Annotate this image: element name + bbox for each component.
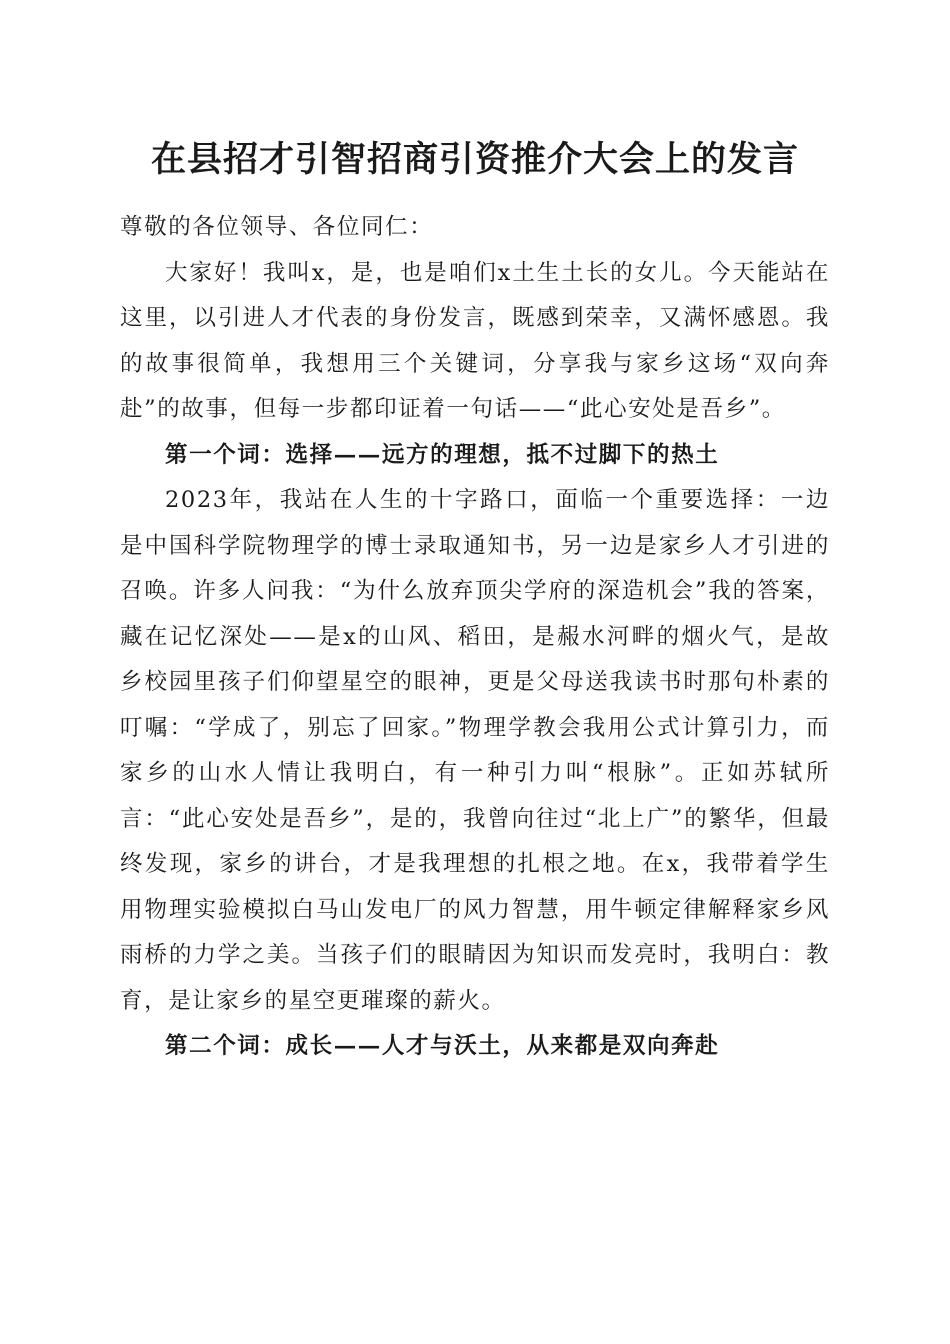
greeting: 尊敬的各位领导、各位同仁： <box>120 214 434 240</box>
section-heading-2: 第二个词：成长——人才与沃土，从来都是双向奔赴 <box>165 1033 720 1059</box>
paragraph-choice: 2023年，我站在人生的十字路口，面临一个重要选择：一边是中国科学院物理学的博士录取通知书，另一边是家乡人才引进的召唤。许多人问我：“为什么放弃顶尖学府的深造机会”我的答案，藏在记忆深处——是x的山风、稻田，是赧水河畔的烟火气，是故乡校园里孩子们仰望星空的眼神，更是父母送我读书时那句朴素的叮嘱：“学成了，别忘了回家。”物理学教会我用公式计算引力，而家乡的山水人情让我明白，有一种引力叫“根脉”。正如苏轼所言：“此心安处是吾乡”，是的，我曾向往过“北上广”的繁华，但最终发现，家乡的讲台，才是我理想的扎根之地。在x，我带着学生用物理实验模拟白马山发电厂的风力智慧，用牛顿定律解释家乡风雨桥的力学之美。当孩子们的眼睛因为知识而发亮时，我明白：教育，是让家乡的星空更璀璨的薪火。 <box>120 487 830 1014</box>
paragraph-intro: 大家好！我叫x，是，也是咱们x土生土长的女儿。今天能站在这里，以引进人才代表的身份发言，既感到荣幸，又满怀感恩。我的故事很简单，我想用三个关键词，分享我与家乡这场“双向奔赴”的故事，但每一步都印证着一句话——“此心安处是吾乡”。 <box>120 259 830 422</box>
document-title: 在县招才引智招商引资推介大会上的发言 <box>150 139 799 180</box>
document-body <box>120 205 830 1070</box>
section-heading-1: 第一个词：选择——远方的理想，抵不过脚下的热土 <box>165 441 720 468</box>
